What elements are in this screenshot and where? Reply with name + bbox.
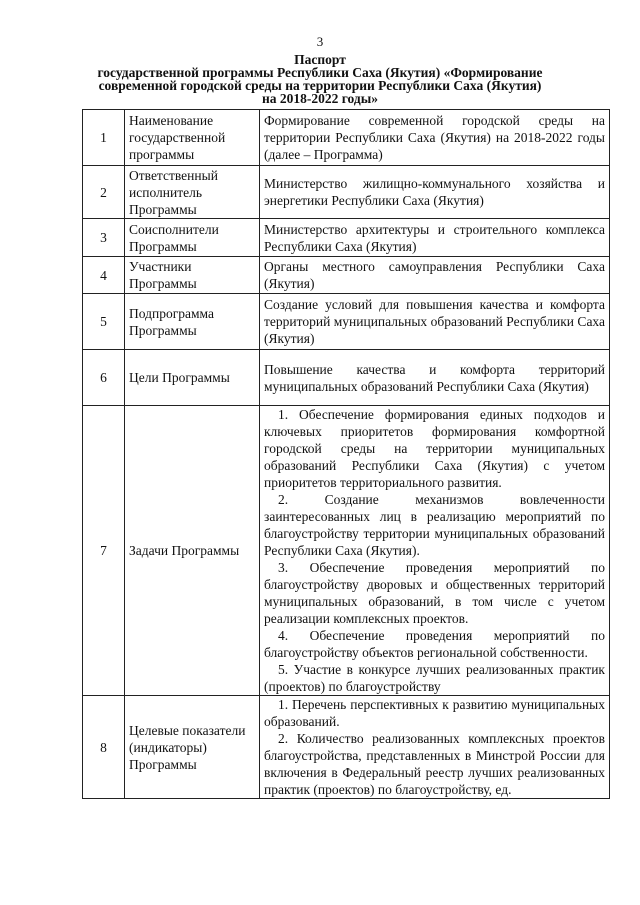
row-name: Соисполнители Программы — [125, 219, 260, 257]
row-number: 2 — [83, 166, 125, 219]
row-name: Задачи Программы — [125, 406, 260, 696]
row-name: Участники Программы — [125, 257, 260, 294]
page-number: 3 — [316, 34, 324, 49]
table-row — [83, 257, 610, 294]
indicator-item: 1. Перечень перспективных к развитию муниципальных образований. — [264, 697, 605, 729]
row-number: 1 — [83, 110, 125, 166]
row-name: Цели Программы — [125, 350, 260, 406]
table-row — [83, 166, 610, 219]
table-row — [83, 219, 610, 257]
indicator-item: 2. Количество реализованных комплексных проектов благоустройства, представленных в Минстрой России для включения в Федеральный реестр лучших реализованных практик (проектов) по благоустройству, ед. — [264, 731, 605, 797]
task-item: 5. Участие в конкурсе лучших реализованных практик (проектов) по благоустройству — [264, 662, 605, 694]
document-title — [80, 53, 560, 105]
row-number: 3 — [83, 219, 125, 257]
row-name: Целевые показатели (индикаторы) Программы — [125, 696, 260, 799]
task-item: 1. Обеспечение формирования единых подходов и ключевых приоритетов формирования комфортной городской среды на территории муниципальных образований Республики Саха (Якутия) с учетом приоритетов территориального развития. — [264, 407, 605, 490]
row-number: 8 — [83, 696, 125, 799]
row-name: Ответственный исполнитель Программы — [125, 166, 260, 219]
row-content: Министерство архитектуры и строительного комплекса Республики Саха (Якутия) — [260, 219, 610, 257]
title-line-2: государственной программы Республики Саха (Якутия) «Формирование — [97, 65, 543, 80]
row-number: 4 — [83, 257, 125, 294]
title-line-1: Паспорт — [294, 52, 346, 67]
row-number: 7 — [83, 406, 125, 696]
table-row — [83, 350, 610, 406]
row-content: Повышение качества и комфорта территорий муниципальных образований Республики Саха (Якутия) — [260, 350, 610, 406]
passport-table — [82, 109, 610, 799]
row-name: Наименование государственной программы — [125, 110, 260, 166]
title-line-4: на 2018-2022 годы» — [261, 91, 379, 106]
row-content: Формирование современной городской среды на территории Республики Саха (Якутия) на 2018-2022 годы (далее – Программа) — [260, 110, 610, 166]
row-name: Подпрограмма Программы — [125, 294, 260, 350]
task-item: 4. Обеспечение проведения мероприятий по благоустройству объектов региональной собственности. — [264, 628, 605, 660]
row-number: 5 — [83, 294, 125, 350]
task-item: 3. Обеспечение проведения мероприятий по благоустройству дворовых и общественных территорий муниципальных образований, в том числе с учетом реализации комплексных проектов. — [264, 560, 605, 626]
table-row — [83, 294, 610, 350]
table-row — [83, 696, 610, 799]
row-content: Органы местного самоуправления Республики Саха (Якутия) — [260, 257, 610, 294]
row-content: Министерство жилищно-коммунального хозяйства и энергетики Республики Саха (Якутия) — [260, 166, 610, 219]
row-number: 6 — [83, 350, 125, 406]
row-content — [260, 696, 610, 799]
row-content: Создание условий для повышения качества и комфорта территорий муниципальных образований Республики Саха (Якутия) — [260, 294, 610, 350]
row-content — [260, 406, 610, 696]
table-row — [83, 110, 610, 166]
title-line-3: современной городской среды на территории Республики Саха (Якутия) — [98, 78, 542, 93]
task-item: 2. Создание механизмов вовлеченности заинтересованных лиц в реализацию мероприятий по благоустройству территории муниципальных образований Республики Саха (Якутия). — [264, 492, 605, 558]
table-row — [83, 406, 610, 696]
